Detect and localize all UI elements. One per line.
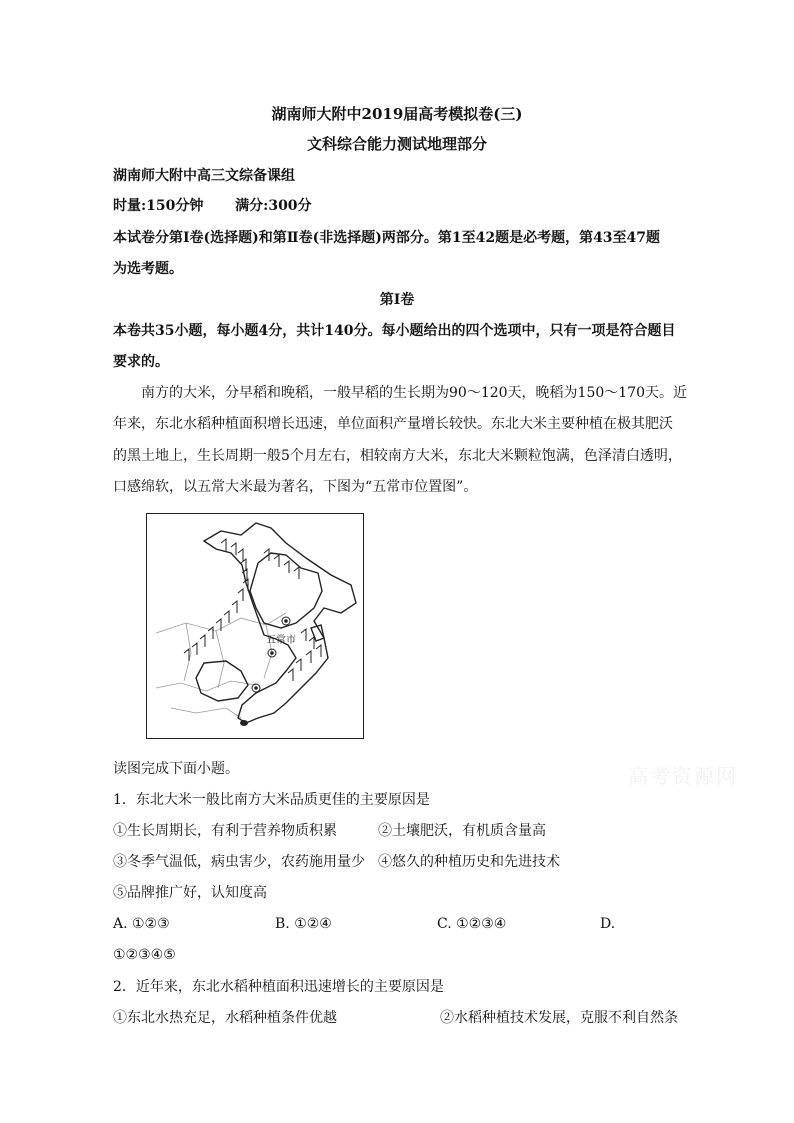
q1-statement-3: ③冬季气温低，病虫害少，农药施用量少 xyxy=(113,854,365,870)
q2-statement-2: ②水稻种植技术发展，克服不利自然条 xyxy=(440,1010,678,1026)
time-score-line xyxy=(113,196,312,216)
page-subtitle: 文科综合能力测试地理部分 xyxy=(306,135,487,153)
passage-line-3: 的黑土地上，生长周期一般5个月左右，相较南方大米，东北大米颗粒饱满，色泽清白透明， xyxy=(113,448,682,464)
q1-statement-5: ⑤品牌推广好，认知度高 xyxy=(113,885,267,901)
passage-line-4: 口感绵软，以五常大米最为著名，下图为“五常市位置图”。 xyxy=(113,479,478,495)
wuchang-location-map xyxy=(146,513,364,739)
section-title: 第Ⅰ卷 xyxy=(379,292,415,308)
map-city-label: 五常市 xyxy=(266,635,296,646)
lake-icon xyxy=(240,720,248,726)
watermark: 高考资源网 xyxy=(628,764,738,788)
author-line: 湖南师大附中高三文综备课组 xyxy=(113,168,295,184)
q1-option-c[interactable]: C. ①②③④ xyxy=(437,916,507,932)
section-instruction-2: 要求的。 xyxy=(113,354,169,370)
q1-statement-2: ②土壤肥沃，有机质含量高 xyxy=(378,823,546,839)
score-label: 满分:300分 xyxy=(235,198,312,214)
q1-statement-1: ①生长周期长，有利于营养物质积累 xyxy=(113,823,337,839)
q1-statement-4: ④悠久的种植历史和先进技术 xyxy=(378,854,560,870)
q1-stem: 1．东北大米一般比南方大米品质更佳的主要原因是 xyxy=(113,792,430,808)
q1-option-d[interactable]: D. xyxy=(600,916,616,932)
q2-statement-1: ①东北水热充足，水稻种植条件优越 xyxy=(113,1010,337,1026)
q1-option-a[interactable]: A. ①②③ xyxy=(113,916,170,932)
section-instruction-1: 本卷共35小题，每小题4分，共计140分。每小题给出的四个选项中，只有一项是符合题目 xyxy=(113,323,676,339)
page-title: 湖南师大附中2019届高考模拟卷(三) xyxy=(271,105,523,123)
intro-line-1: 本试卷分第Ⅰ卷(选择题)和第Ⅱ卷(非选择题)两部分。第1至42题是必考题，第43至47题 xyxy=(113,230,661,246)
intro-line-2: 为选考题。 xyxy=(113,261,183,277)
question-prompt: 读图完成下面小题。 xyxy=(113,761,239,777)
q1-option-d-value: ①②③④⑤ xyxy=(113,947,176,963)
passage-line-1: 南方的大米，分早稻和晚稻，一般早稻的生长期为90～120天，晚稻为150～170天。近 xyxy=(141,385,687,401)
q1-option-b[interactable]: B. ①②④ xyxy=(275,916,332,932)
passage-line-2: 年来，东北水稻种植面积增长迅速，单位面积产量增长较快。东北大米主要种植在极其肥沃 xyxy=(113,416,673,432)
time-label: 时量:150分钟 xyxy=(113,198,204,214)
q2-stem: 2．近年来，东北水稻种植面积迅速增长的主要原因是 xyxy=(113,979,444,995)
